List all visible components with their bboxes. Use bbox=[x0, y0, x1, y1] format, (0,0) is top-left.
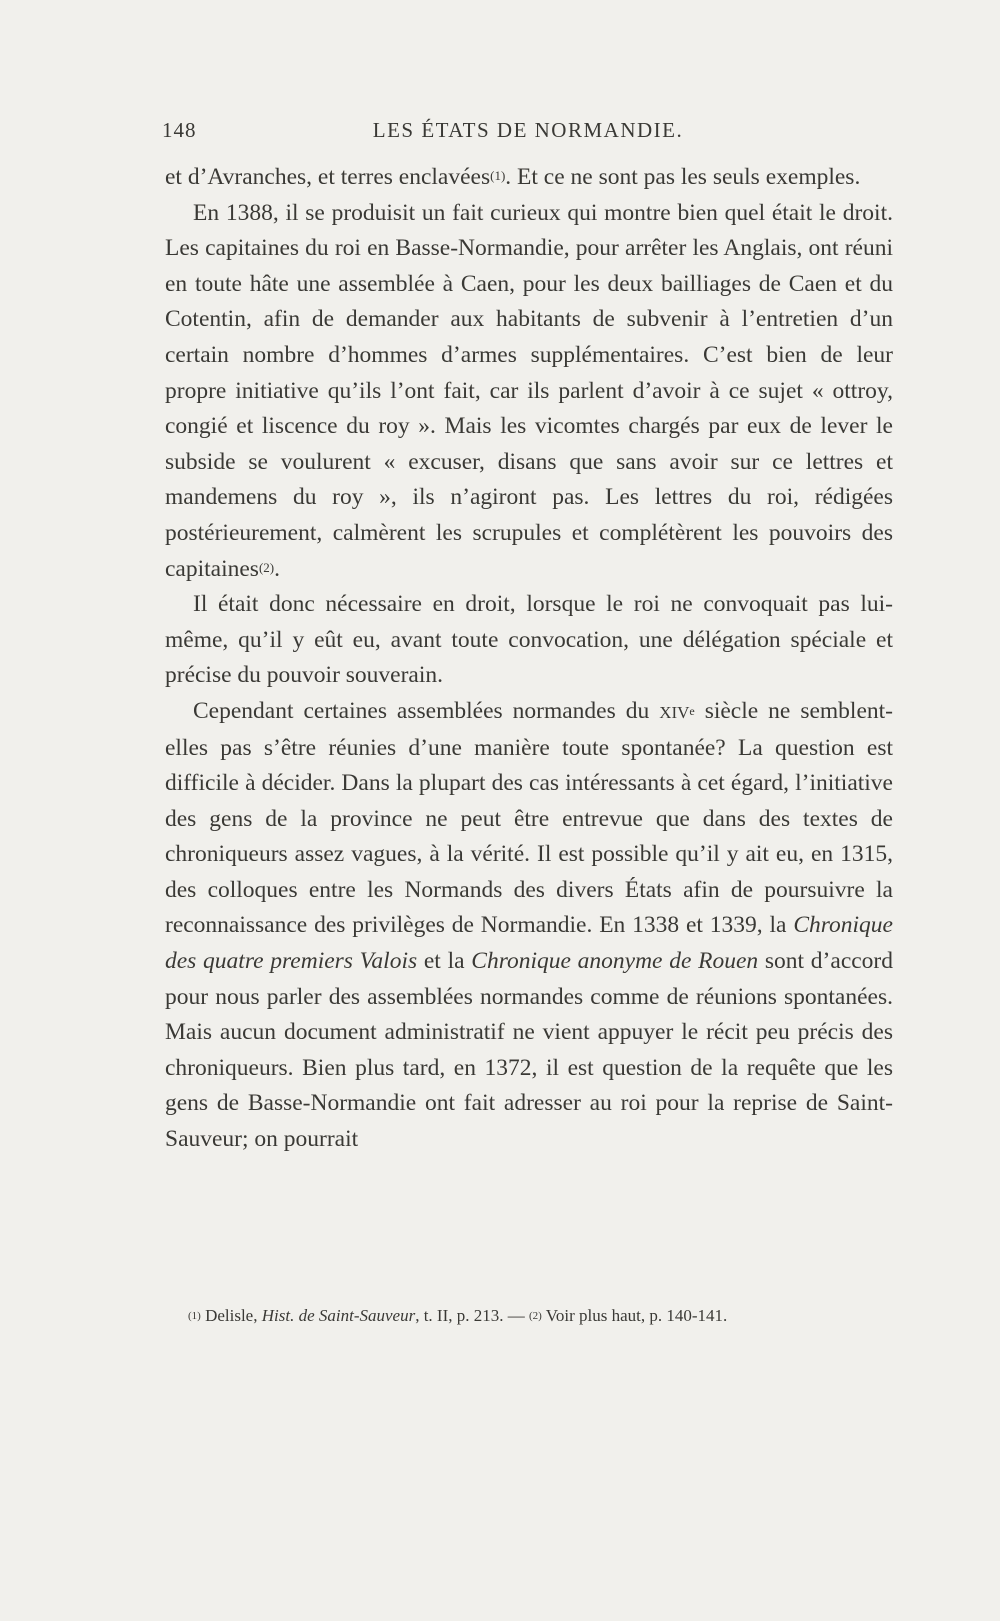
body-text bbox=[165, 160, 893, 1158]
paragraph bbox=[165, 196, 893, 588]
text-run: Il était donc nécessaire en droit, lorsque le roi ne convoquait pas lui-même, qu’il y eût eu, avant toute convocation, une délégation spéciale et précise du pouvoir souverain. bbox=[165, 591, 893, 689]
text-run: et la bbox=[417, 948, 472, 975]
footnote-text: , t. II, p. 213. — bbox=[415, 1306, 529, 1325]
paragraph bbox=[165, 587, 893, 694]
small-caps: XIV bbox=[659, 702, 690, 722]
footnote-mark: (2) bbox=[528, 1310, 542, 1322]
footnote-ref: (2) bbox=[258, 559, 275, 575]
text-run: En 1388, il se produisit un fait curieux qui montre bien quel était le droit. Les capitaines du roi en Basse-Normandie, pour arrêter les Anglais, ont réuni en toute hâte une assemblée à Caen, pour les deux bailliages de Caen et du Cotentin, afin de demander aux habitants de subvenir à l’entretien d’un certain nombre d’hommes d’armes supplémentaires. C’est bien de leur propre initiative qu’ils l’ont fait, car ils parlent d’avoir à ce sujet « ottroy, congié et liscence du roy ». Mais les vicomtes chargés par eux de lever le subside se voulurent « excuser, disans que sans avoir sur ce lettres et mandemens du roy », ils n’agiront pas. Les lettres du roi, rédigées postérieurement, calmèrent les scrupules et complétèrent les pouvoirs des capitaines bbox=[165, 199, 893, 582]
page-number: 148 bbox=[162, 118, 197, 142]
footnote-title: Hist. de Saint-Sauveur bbox=[261, 1306, 416, 1325]
footnote-mark: (1) bbox=[188, 1310, 201, 1322]
italic-title: Chronique anonyme de Rouen bbox=[471, 948, 759, 975]
running-title: LES ÉTATS DE NORMANDIE. bbox=[372, 118, 684, 142]
text-run: siècle ne semblent-elles pas s’être réunies d’une manière toute spontanée? La question est difficile à décider. Dans la plupart des cas intéressants à cet égard, l’initiative des gens de la province ne peut être entrevue que dans des textes de chroniqueurs assez vagues, à la vérité. Il est possible qu’il y ait eu, en 1315, des colloques entre les Normands des divers États afin de poursuivre la reconnaissance des privilèges de Normandie. En 1338 et 1339, la bbox=[165, 697, 893, 939]
text-run: sont d’accord pour nous parler des assemblées normandes comme de réunions spontanées. Mais aucun document administratif ne vient appuyer le récit peu précis des chroniqueurs. Bien plus tard, en 1372, il est question de la requête que les gens de Basse-Normandie ont fait adresser au roi pour la reprise de Saint-Sauveur; on pourrait bbox=[165, 948, 894, 1153]
footnote bbox=[529, 1306, 727, 1325]
footnote-text: Delisle, bbox=[205, 1306, 262, 1325]
page-header bbox=[162, 118, 894, 148]
superscript: e bbox=[689, 703, 695, 718]
text-run: et d’Avranches, et terres enclavées bbox=[165, 164, 491, 190]
footnote-text: Voir plus haut, p. 140-141. bbox=[545, 1306, 728, 1325]
footnote-ref: (1) bbox=[490, 168, 506, 183]
footnote bbox=[188, 1306, 529, 1325]
text-run: . bbox=[274, 555, 281, 582]
text-run: . Et ce ne sont pas les seuls exemples. bbox=[505, 164, 861, 190]
text-run: Cependant certaines assemblées normandes du bbox=[193, 697, 660, 724]
paragraph bbox=[165, 694, 893, 1158]
paragraph bbox=[165, 160, 893, 196]
footnotes bbox=[188, 1304, 894, 1328]
italic-title: Chronique des quatre premiers Valois bbox=[165, 912, 893, 975]
